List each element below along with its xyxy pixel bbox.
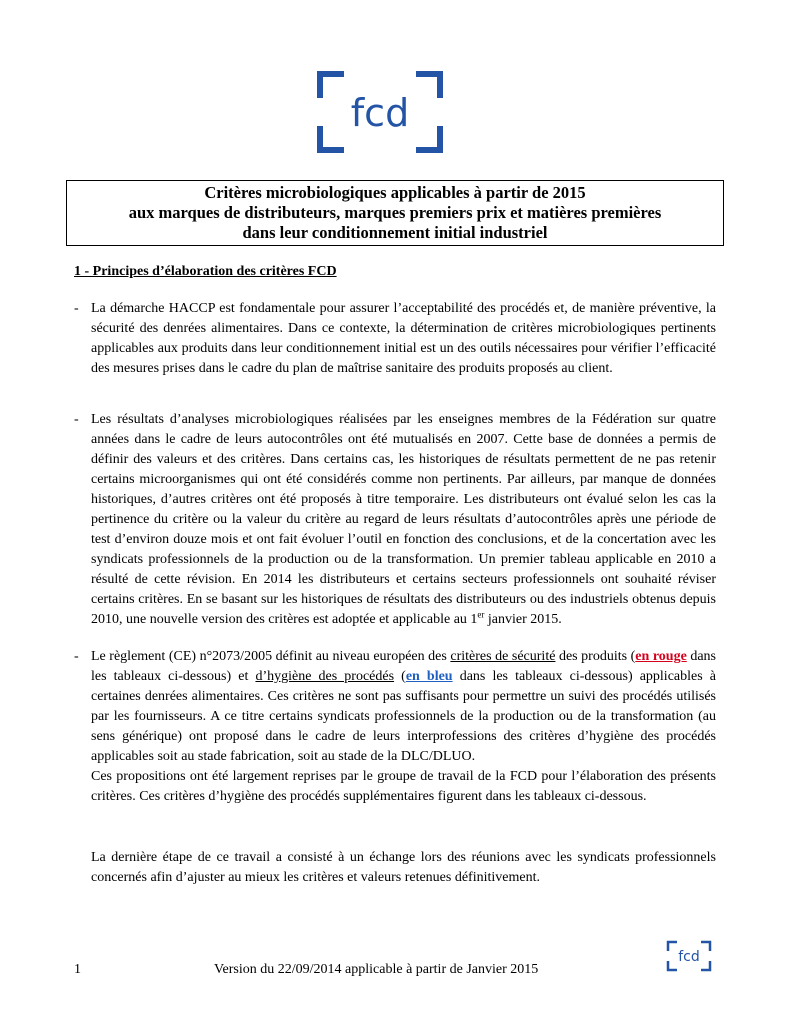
superscript-er: er (477, 609, 485, 620)
reg-text-1: Le règlement (CE) n°2073/2005 définit au niveau européen des (91, 649, 451, 664)
reg-text-3: dans les tableaux ci-dessous) et (91, 649, 717, 684)
bullet-regulation (74, 647, 716, 807)
page-number: 1 (74, 962, 81, 977)
bullet-haccp-text: La démarche HACCP est fondamentale pour assurer l’acceptabilité des procédés et, de manière préventive, la sécurité des denrées alimentaires. Dans ce contexte, la détermination de critères microbiologiques pertinents applicables aux produits dans leur conditionnement initial est un des outils nécessaires pour vérifier l’efficacité des mesures prises dans le cadre du plan de maîtrise sanitaire des produits proposés au client. (91, 301, 716, 376)
bullet-regulation-text (91, 647, 716, 807)
reg-text-6: Ces propositions ont été largement reprises par le groupe de travail de la FCD pour l’élaboration des présents critères. Ces critères d’hygiène des procédés supplémentaires figurent dans les tableaux ci-dessous. (91, 769, 716, 804)
fcd-logo-small (666, 940, 712, 972)
reg-text-5: dans les tableaux ci-dessous) applicables à certaines denrées alimentaires. Ces critères ne sont pas suffisants pour permettre un suivi des procédés utilisés par les fournisseurs. A ce titre certains syndicats professionnels de la production ou de la transformation (au sens générique) ont proposé dans le cadre de leurs interprofessions des critères d’hygiène des procédés applicables soit au stade fabrication, soit au stade de la DLC/DLUO. (91, 669, 716, 764)
blue-marker-text: en bleu (405, 669, 453, 684)
document-title-box (66, 180, 724, 246)
fcd-logo (316, 70, 444, 154)
criteria-hygiene-text: d’hygiène des procédés (255, 669, 395, 684)
bullet-dash: - (74, 412, 79, 427)
title-line-2: aux marques de distributeurs, marques premiers prix et matières premières (128, 203, 662, 222)
footer-version: Version du 22/09/2014 applicable à partir de Janvier 2015 (214, 962, 539, 977)
bullet-haccp (74, 299, 716, 379)
bullet-dash: - (74, 649, 79, 664)
bullet-results-main: Les résultats d’analyses microbiologiques réalisées par les enseignes membres de la Fédération sur quatre années dans le cadre de leurs autocontrôles ont été mutualisés en 2007. Cette base de données a permis de définir des valeurs et des critères. Dans certains cas, les historiques de résultats permettent de ne pas retenir certains microorganismes qui ont été considérés comme non pertinents. Par ailleurs, par manque de données historiques, d’autres critères ont été proposés à titre temporaire. Les distributeurs ont évalué selon les cas la pertinence du critère ou la valeur du critère au regard de leurs résultats d’autocontrôles après une période de test d’environ douze mois et ont fait évoluer l’outil en fonction des conclusions, et de la concertation avec les syndicats professionnels de la production ou de la transformation. Un premier tableau applicable en 2010 a résulté de cette révision. En 2014 les distributeurs et certains secteurs professionnels ont souhaité réviser certains critères. En se basant sur les historiques de résultats des distributeurs ou des industriels obtenus depuis 2010, une nouvelle version des critères est adoptée et applicable au 1 (91, 412, 716, 627)
bullet-results (74, 410, 716, 630)
section-heading: 1 - Principes d’élaboration des critères FCD (74, 264, 337, 279)
fcd-logo-small-text: fcd (678, 949, 700, 965)
criteria-safety-text: critères de sécurité (450, 649, 556, 664)
bullet-results-end: janvier 2015. (484, 612, 562, 627)
fcd-logo-text: fcd (350, 91, 410, 135)
bullet-dash: - (74, 301, 79, 316)
bullet-results-text (91, 410, 716, 630)
title-line-1: Critères microbiologiques applicables à partir de 2015 (204, 183, 586, 202)
final-paragraph: La dernière étape de ce travail a consisté à un échange lors des réunions avec les syndicats professionnels concernés afin d’ajuster au mieux les critères et valeurs retenues définitivement. (91, 850, 716, 885)
reg-text-4: ( (394, 669, 406, 684)
title-line-3: dans leur conditionnement initial industriel (242, 223, 548, 242)
red-marker-text: en rouge (635, 649, 687, 664)
reg-text-2: des produits ( (555, 649, 636, 664)
